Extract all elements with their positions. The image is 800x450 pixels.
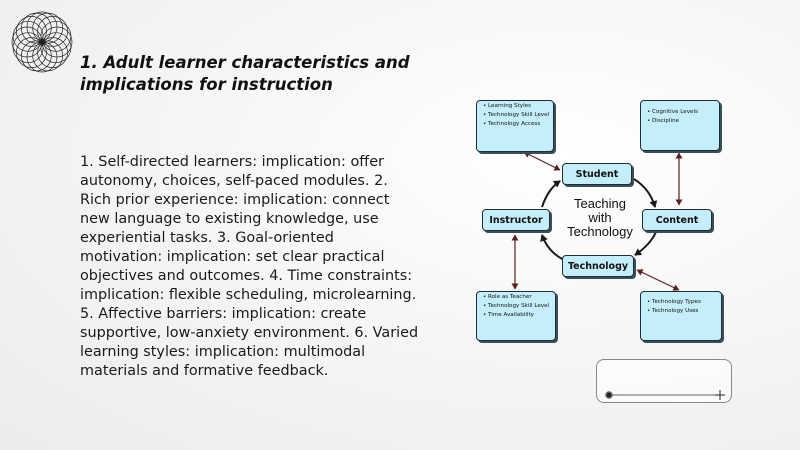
technology-node: Technology: [562, 255, 634, 277]
slide-body-text: 1. Self-directed learners: implication: offer autonomy, choices, self-paced modules. 2. Rich prior experience: implication: connect new language to existing knowledge, use experiential tasks. 3. Goal-oriented motivation: implication: set clear practical objectives and outcomes. 4. Time constraints: implication: flexible scheduling, microlearning. 5. Affective barriers: implication: create supportive, low-anxiety environment. 6. Varied learning styles: implication: multimodal materials and formative feedback.: [80, 154, 419, 379]
content-node: Content: [642, 209, 712, 231]
slide-title: 1. Adult learner characteristics and implications for instruction: [80, 53, 410, 94]
teaching-with-technology-diagram: [472, 97, 728, 345]
list-item: • Technology Types: [647, 299, 721, 306]
list-item: • Technology Uses: [647, 308, 721, 315]
center-label-line: with: [588, 210, 612, 225]
record-dot-icon: [606, 392, 612, 398]
list-item: • Technology Skill Level: [483, 112, 553, 119]
spirograph-logo-icon: [4, 4, 80, 80]
student-factors-box: [476, 100, 554, 152]
list-item: • Cognitive Levels: [647, 109, 719, 116]
instructor-factors-box: [476, 291, 556, 341]
list-item: • Role as Teacher: [483, 294, 555, 301]
center-label-line: Teaching: [573, 196, 627, 211]
plus-icon: [715, 390, 725, 400]
list-item: • Time Availability: [483, 312, 555, 319]
list-item: • Technology Access: [483, 121, 553, 128]
content-factors-box: [640, 100, 720, 151]
list-item: • Technology Skill Level: [483, 303, 555, 310]
scrubber-track: [597, 360, 733, 404]
list-item: • Learning Styles: [483, 103, 553, 110]
student-node: Student: [562, 163, 632, 185]
media-scrubber-control[interactable]: [596, 359, 732, 403]
list-item: • Discipline: [647, 118, 719, 125]
diagram-center-label: [560, 197, 640, 239]
center-label-line: Technology: [567, 224, 633, 239]
technology-factors-box: [640, 291, 722, 341]
instructor-node: Instructor: [482, 209, 550, 231]
